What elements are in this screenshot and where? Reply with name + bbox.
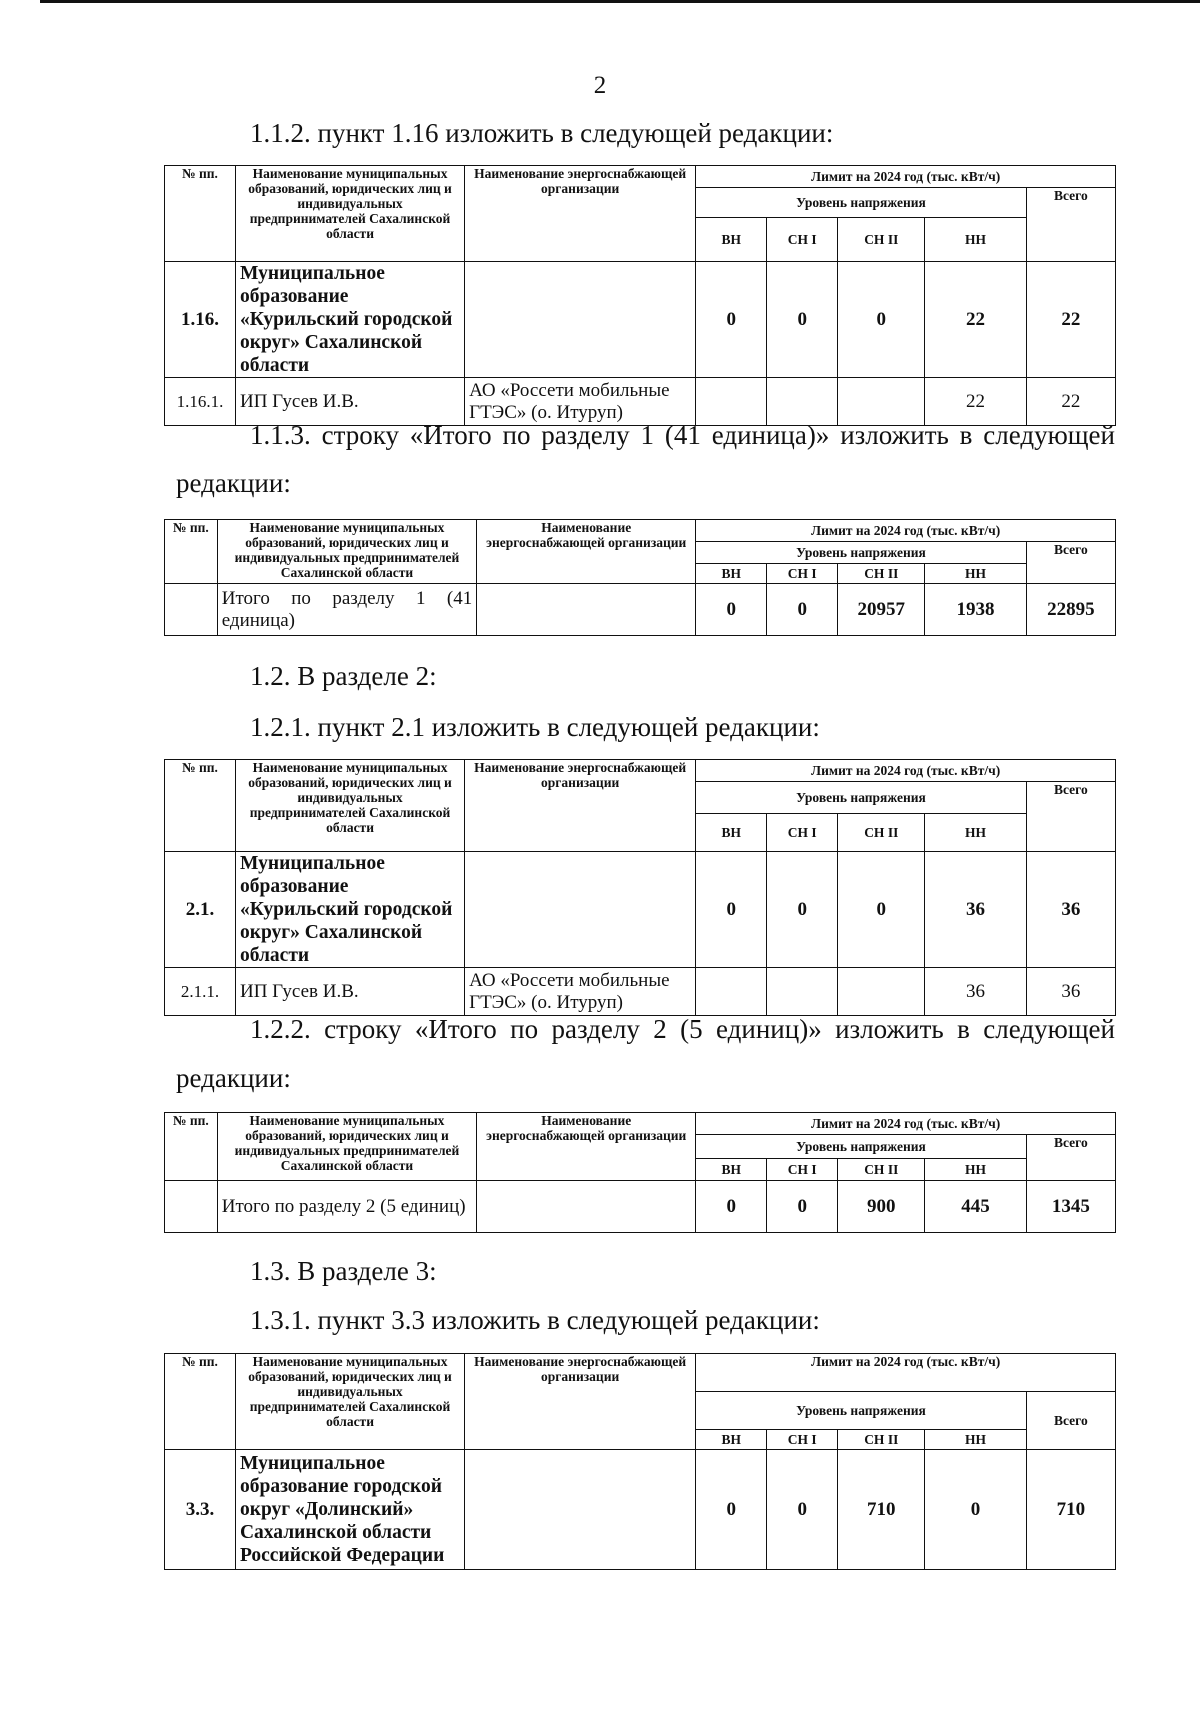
row-num: 2.1.1. (165, 968, 236, 1016)
paragraph-1-2-2-cont: редакции: (176, 1063, 291, 1093)
table-item-3-3 (164, 1353, 1116, 1570)
header-name: Наименование муниципальных образований, юридических лиц и индивидуальных предпринимателей Сахалинской области (235, 166, 464, 262)
row-sn2: 20957 (838, 584, 925, 636)
table-item-1-16 (164, 165, 1116, 426)
row-name: ИП Гусев И.В. (235, 968, 464, 1016)
paragraph-1-1-3: 1.1.3. строку «Итого по разделу 1 (41 единица)» изложить в следующей (250, 420, 1115, 450)
header-level: Уровень напряжения (696, 782, 1027, 814)
row-sn1: 0 (767, 1450, 838, 1570)
header-sn2: СН II (838, 814, 925, 852)
paragraph-1-2-1: 1.2.1. пункт 2.1 изложить в следующей редакции: (250, 712, 820, 742)
header-total: Всего (1026, 542, 1115, 584)
header-org: Наименование энергоснабжающей организации (465, 1354, 696, 1450)
paragraph-1-3-1: 1.3.1. пункт 3.3 изложить в следующей редакции: (250, 1305, 820, 1335)
header-vn: ВН (696, 218, 767, 262)
header-sn1: СН I (767, 218, 838, 262)
page-number: 2 (593, 72, 607, 99)
header-sn1: СН I (767, 814, 838, 852)
row-num: 1.16.1. (165, 378, 236, 426)
row-org (465, 852, 696, 968)
header-limit: Лимит на 2024 год (тыс. кВт/ч) (696, 1113, 1116, 1135)
row-vn: 0 (696, 262, 767, 378)
table-row (165, 852, 1116, 968)
header-num: № пп. (165, 1354, 236, 1450)
row-vn (696, 968, 767, 1016)
row-name: Итого по разделу 1 (41 единица) (217, 584, 477, 636)
header-nn: НН (925, 218, 1026, 262)
header-vn: ВН (696, 1159, 767, 1181)
header-num: № пп. (165, 166, 236, 262)
header-sn2: СН II (838, 1430, 925, 1450)
row-org: АО «Россети мобильные ГТЭС» (о. Итуруп) (465, 378, 696, 426)
header-vn: ВН (696, 564, 767, 584)
paragraph-1-1-3-cont: редакции: (176, 468, 291, 498)
table-row (165, 1181, 1116, 1233)
table-item-2-1 (164, 759, 1116, 1016)
row-nn: 36 (925, 968, 1026, 1016)
header-level: Уровень напряжения (696, 1135, 1027, 1159)
header-sn2: СН II (838, 564, 925, 584)
header-name: Наименование муниципальных образований, юридических лиц и индивидуальных предпринимателей Сахалинской области (217, 1113, 477, 1181)
row-nn: 36 (925, 852, 1026, 968)
row-org (477, 1181, 696, 1233)
row-num (165, 584, 218, 636)
table-total-section-1 (164, 519, 1116, 636)
row-sn1 (767, 968, 838, 1016)
paragraph-1-2: 1.2. В разделе 2: (250, 661, 437, 691)
row-vn: 0 (696, 584, 767, 636)
header-sn1: СН I (767, 1430, 838, 1450)
row-sn2: 0 (838, 852, 925, 968)
row-num: 3.3. (165, 1450, 236, 1570)
header-limit: Лимит на 2024 год (тыс. кВт/ч) (696, 1354, 1116, 1392)
header-total: Всего (1026, 1392, 1115, 1450)
table-row (165, 968, 1116, 1016)
row-sn1: 0 (767, 262, 838, 378)
header-vn: ВН (696, 1430, 767, 1450)
header-limit: Лимит на 2024 год (тыс. кВт/ч) (696, 166, 1116, 188)
scan-top-border (40, 0, 1200, 3)
header-level: Уровень напряжения (696, 542, 1027, 564)
row-nn: 445 (925, 1181, 1026, 1233)
row-sn2: 710 (838, 1450, 925, 1570)
row-nn: 22 (925, 262, 1026, 378)
row-num: 2.1. (165, 852, 236, 968)
row-name: Итого по разделу 2 (5 единиц) (217, 1181, 477, 1233)
header-org: Наименование энергоснабжающей организации (477, 520, 696, 584)
header-org: Наименование энергоснабжающей организации (477, 1113, 696, 1181)
row-name: Муниципальное образование «Курильский городской округ» Сахалинской области (235, 852, 464, 968)
row-sn2 (838, 968, 925, 1016)
row-num: 1.16. (165, 262, 236, 378)
table-row (165, 1450, 1116, 1570)
header-level: Уровень напряжения (696, 188, 1027, 218)
row-vn: 0 (696, 1181, 767, 1233)
row-total: 22 (1026, 378, 1115, 426)
header-vn: ВН (696, 814, 767, 852)
row-sn2: 0 (838, 262, 925, 378)
row-vn: 0 (696, 852, 767, 968)
header-org: Наименование энергоснабжающей организации (465, 760, 696, 852)
header-level: Уровень напряжения (696, 1392, 1027, 1430)
header-num: № пп. (165, 520, 218, 584)
header-sn1: СН I (767, 564, 838, 584)
row-name: Муниципальное образование «Курильский городской округ» Сахалинской области (235, 262, 464, 378)
row-total: 36 (1026, 852, 1115, 968)
row-nn: 22 (925, 378, 1026, 426)
row-name: Муниципальное образование городской округ «Долинский» Сахалинской области Российской Федерации (235, 1450, 464, 1570)
paragraph-1-1-2: 1.1.2. пункт 1.16 изложить в следующей редакции: (250, 118, 834, 148)
paragraph-1-2-2: 1.2.2. строку «Итого по разделу 2 (5 единиц)» изложить в следующей (250, 1014, 1115, 1044)
table-total-section-2 (164, 1112, 1116, 1233)
row-sn1: 0 (767, 1181, 838, 1233)
row-total: 22 (1026, 262, 1115, 378)
header-sn1: СН I (767, 1159, 838, 1181)
header-name: Наименование муниципальных образований, юридических лиц и индивидуальных предпринимателей Сахалинской области (235, 1354, 464, 1450)
header-total: Всего (1026, 1135, 1115, 1181)
header-nn: НН (925, 564, 1026, 584)
header-num: № пп. (165, 1113, 218, 1181)
header-nn: НН (925, 814, 1026, 852)
paragraph-1-3: 1.3. В разделе 3: (250, 1256, 437, 1286)
row-nn: 1938 (925, 584, 1026, 636)
header-num: № пп. (165, 760, 236, 852)
row-num (165, 1181, 218, 1233)
header-nn: НН (925, 1430, 1026, 1450)
row-org (477, 584, 696, 636)
row-org (465, 1450, 696, 1570)
row-total: 1345 (1026, 1181, 1115, 1233)
row-total: 22895 (1026, 584, 1115, 636)
header-total: Всего (1026, 782, 1115, 852)
header-org: Наименование энергоснабжающей организации (465, 166, 696, 262)
header-total: Всего (1026, 188, 1115, 262)
row-sn2: 900 (838, 1181, 925, 1233)
header-nn: НН (925, 1159, 1026, 1181)
row-sn1: 0 (767, 852, 838, 968)
row-name: ИП Гусев И.В. (235, 378, 464, 426)
row-nn: 0 (925, 1450, 1026, 1570)
row-org: АО «Россети мобильные ГТЭС» (о. Итуруп) (465, 968, 696, 1016)
header-limit: Лимит на 2024 год (тыс. кВт/ч) (696, 520, 1116, 542)
header-sn2: СН II (838, 1159, 925, 1181)
row-total: 710 (1026, 1450, 1115, 1570)
row-vn: 0 (696, 1450, 767, 1570)
header-name: Наименование муниципальных образований, юридических лиц и индивидуальных предпринимателей Сахалинской области (235, 760, 464, 852)
table-row (165, 262, 1116, 378)
table-row (165, 584, 1116, 636)
row-sn1: 0 (767, 584, 838, 636)
row-org (465, 262, 696, 378)
header-name: Наименование муниципальных образований, юридических лиц и индивидуальных предпринимателей Сахалинской области (217, 520, 477, 584)
header-limit: Лимит на 2024 год (тыс. кВт/ч) (696, 760, 1116, 782)
header-sn2: СН II (838, 218, 925, 262)
row-total: 36 (1026, 968, 1115, 1016)
